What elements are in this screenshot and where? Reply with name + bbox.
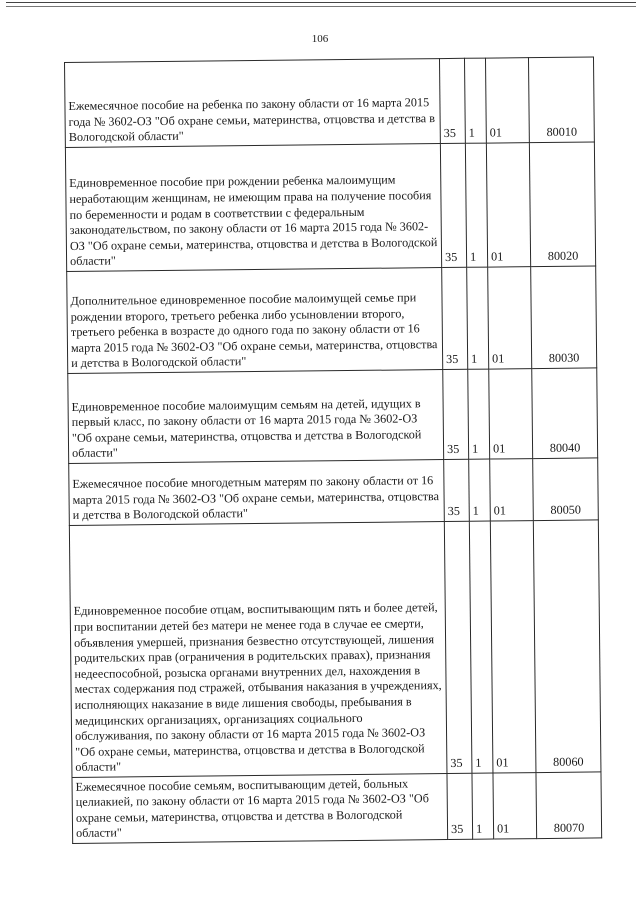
row-name: Ежемесячное пособие на ребенка по закону области от 16 марта 2015 года № 3602-ОЗ "Об охране семьи, материнства, отцовства и детства в Вологодской области" xyxy=(65,59,441,148)
row-col3: 01 xyxy=(490,459,534,521)
row-col3: 01 xyxy=(493,773,537,839)
row-col1: 35 xyxy=(447,773,473,839)
row-col3: 01 xyxy=(485,58,529,143)
table-row xyxy=(69,458,599,526)
row-col1: 35 xyxy=(444,521,472,773)
row-code: 80020 xyxy=(529,142,595,267)
row-col2: 1 xyxy=(467,267,489,369)
row-col2: 1 xyxy=(464,58,486,143)
row-col1: 35 xyxy=(439,58,465,143)
row-name: Дополнительное единовременное пособие малоимущей семье при рождении второго, третьего ребенка либо усыновлении второго, третьего ребенка в возрасте до одного года по закону области от 16 марта 2015 года № 3602-ОЗ "Об охране семьи, материнства, отцовства и детства в Вологодской области" xyxy=(67,268,443,374)
row-code: 80070 xyxy=(536,772,602,839)
row-name: Единовременное пособие отцам, воспитывающим пять и более детей, при воспитании детей без матери не менее года в случае ее смерти, объявления умершей, признания безвестно отсутствующей, лишения родительских прав (ограничения в родительских правах), признания недееспособной, розыска органами внутренних дел, нахождения в местах содержания под стражей, отбывания наказания в учреждениях, исполняющих наказание в виде лишения свободы, пребывания в медицинских организациях, организациях социального обслуживания, по закону области от 16 марта 2015 года № 3602-ОЗ "Об охране семьи, материнства, отцовства и детства в Вологодской области" xyxy=(69,522,447,778)
row-col3: 01 xyxy=(489,369,533,459)
row-col2: 1 xyxy=(469,459,491,521)
row-col2: 1 xyxy=(468,369,490,459)
row-code: 80060 xyxy=(533,520,601,773)
row-name: Ежемесячное пособие многодетным матерям по закону области от 16 марта 2015 года № 3602-ОЗ "Об охране семьи, материнства, отцовства и детства в Вологодской области" xyxy=(69,460,445,526)
row-col1: 35 xyxy=(443,369,469,459)
table-row xyxy=(68,368,598,464)
row-col2: 1 xyxy=(469,521,493,773)
row-col3: 01 xyxy=(490,521,536,773)
table-row xyxy=(65,142,595,272)
row-code: 80050 xyxy=(533,458,599,521)
row-name: Ежемесячное пособие семьям, воспитывающим детей, больных целиакией, по закону области от 16 марта 2015 года № 3602-ОЗ "Об охране семьи, материнства, отцовства и детства в Вологодской области" xyxy=(72,774,448,844)
top-rule xyxy=(6,2,636,7)
row-col3: 01 xyxy=(488,267,532,369)
budget-table xyxy=(64,56,602,844)
table-row xyxy=(67,266,597,374)
page-number: 106 xyxy=(311,33,329,45)
row-code: 80040 xyxy=(532,368,598,459)
table-row xyxy=(69,520,601,778)
table-row xyxy=(72,772,602,844)
row-name: Единовременное пособие при рождении ребенка малоимущим неработающим женщинам, не имеющим права на получение пособия по беременности и родам в соответствии с федеральным законодательством, по закону области от 16 марта 2015 года № 3602-ОЗ "Об охране семьи, материнства, отцовства и детства в Вологодской области" xyxy=(65,144,441,272)
row-col2: 1 xyxy=(472,773,494,839)
row-code: 80030 xyxy=(531,266,597,369)
row-col1: 35 xyxy=(440,143,466,267)
row-col1: 35 xyxy=(442,267,468,369)
row-col3: 01 xyxy=(486,143,530,267)
row-col2: 1 xyxy=(465,143,487,267)
table-row xyxy=(65,57,595,148)
row-code: 80010 xyxy=(528,57,594,143)
row-name: Единовременное пособие малоимущим семьям на детей, идущих в первый класс, по закону области от 16 марта 2015 года № 3602-ОЗ "Об охране семьи, материнства, отцовства и детства в Вологодской области" xyxy=(68,370,444,464)
row-col1: 35 xyxy=(444,459,470,521)
